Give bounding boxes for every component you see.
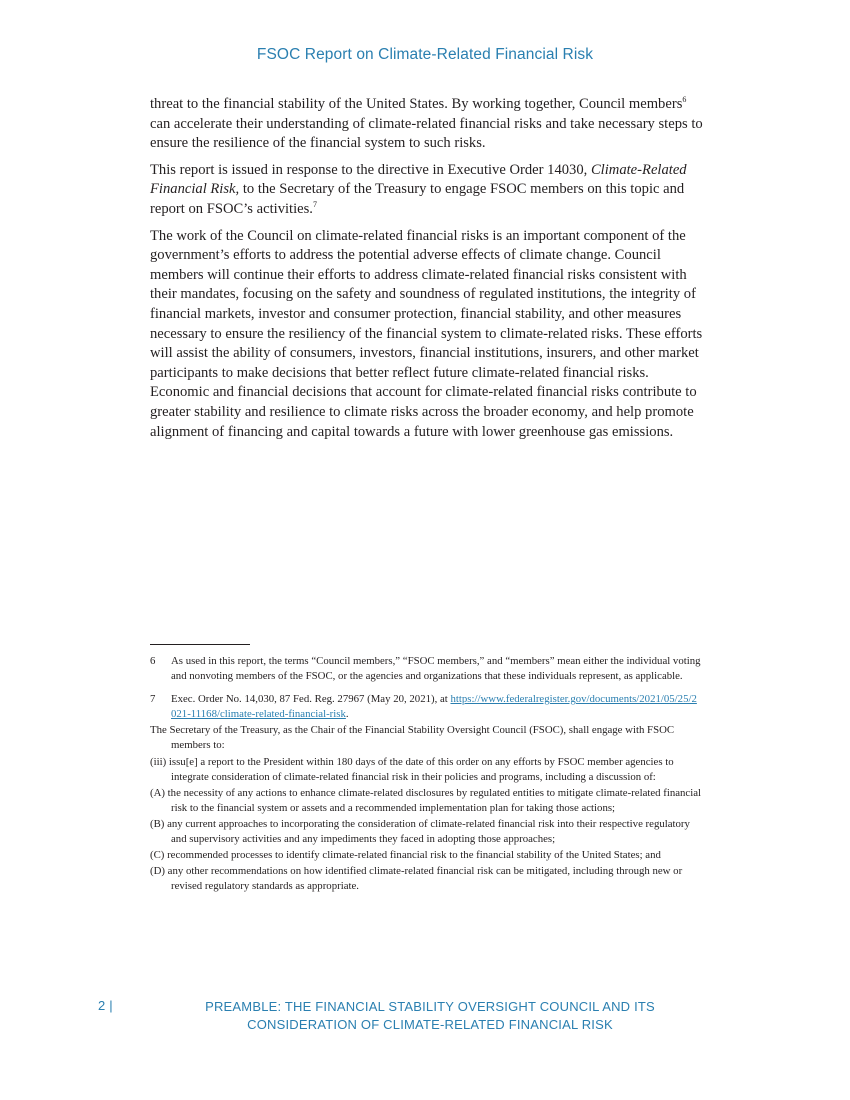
quote-item-a: (A) the necessity of any actions to enhance climate-related disclosures by regulated entities to mitigate climate-related financial risk to the financial system or assets and a recommended implementation plan for taking those actions; <box>150 786 702 814</box>
quote-item-c: (C) recommended processes to identify climate-related financial risk to the financial stability of the United States; and <box>150 849 661 862</box>
footer-section-title <box>180 998 680 1033</box>
footnote-7-punctuation: . <box>345 708 349 721</box>
executive-order-quote <box>150 723 702 894</box>
paragraph-1-text: threat to the financial stability of the United States. By working together, Council members <box>150 96 683 112</box>
quote-item-b: (B) any current approaches to incorporating the consideration of climate-related financial risk into their respective regulatory and supervisory activities and any impediments they faced in adopting those approaches; <box>150 817 690 846</box>
quote-item-d: (D) any other recommendations on how identified climate-related financial risk can be mitigated, including through new or revised regulatory standards as appropriate. <box>150 865 683 893</box>
quote-item-iii: (iii) issu[e] a report to the President within 180 days of the date of this order on any efforts by FSOC member agencies to integrate consideration of climate-related financial risk in their policies and programs, including a discussion of: <box>150 755 674 783</box>
footnotes <box>150 654 702 895</box>
quote-intro: The Secretary of the Treasury, as the Chair of the Financial Stability Oversight Council (FSOC), shall engage with FSOC members to: <box>150 724 675 752</box>
footnote-number: 6 <box>150 655 156 667</box>
footnote-number: 7 <box>150 693 156 706</box>
paragraph-3: The work of the Council on climate-related financial risks is an important component of the government’s efforts to address the potential adverse effects of climate change. Council members will continue their efforts to address climate-related financial risks consistent with their mandates, focusing on the safety and soundness of regulated institutions, the integrity of financial markets, investor and consumer protection, financial stability, and other measures necessary to ensure the resiliency of the financial system to climate-related risks. These efforts will assist the ability of consumers, investors, financial institutions, insurers, and other market participants to make decisions that better reflect future climate-related financial risks. Economic and financial decisions that account for climate-related financial risks contribute to greater stability and resilience to climate risks across the broader economy, and help promote alignment of financing and capital towards a future with lower greenhouse gas emissions. <box>150 227 703 440</box>
footnote-6 <box>150 654 702 684</box>
footnote-ref-6: 6 <box>682 95 687 105</box>
footer-title-line-2: CONSIDERATION OF CLIMATE-RELATED FINANCIAL RISK <box>247 1016 613 1032</box>
federal-register-link[interactable]: https://www.federalregister.gov/documents/2021/05/25/2021-11168/climate-related-financial-risk <box>171 693 697 721</box>
footnote-7-text: Exec. Order No. 14,030, 87 Fed. Reg. 27967 (May 20, 2021), at <box>171 693 451 706</box>
body-text <box>150 95 705 449</box>
footnote-text <box>171 692 702 722</box>
footer-title-line-1: PREAMBLE: THE FINANCIAL STABILITY OVERSIGHT COUNCIL AND ITS <box>205 999 655 1014</box>
footnote-divider <box>150 644 250 645</box>
page-footer <box>0 996 850 1036</box>
footnote-7 <box>150 692 702 722</box>
paragraph-2-text-after: to the Secretary of the Treasury to engage FSOC members on this topic and report on FSOC’s activities. <box>150 181 685 217</box>
executive-order-title: Climate-Related Financial Risk, <box>150 161 687 198</box>
footnote-text: As used in this report, the terms “Council members,” “FSOC members,” and “members” mean either the individual voting and nonvoting members of the FSOC, or the agencies and organizations that these individuals represent, as applicable. <box>171 655 701 683</box>
paragraph-1 <box>150 95 705 154</box>
running-header: FSOC Report on Climate-Related Financial Risk <box>256 46 594 63</box>
footnote-ref-7: 7 <box>312 200 317 210</box>
page-number: 2 | <box>98 998 113 1013</box>
paragraph-2 <box>150 161 705 220</box>
paragraph-2-text: This report is issued in response to the directive in Executive Order 14030, <box>150 161 591 178</box>
paragraph-1-text-after: can accelerate their understanding of climate-related financial risks and take necessary steps to ensure the resilience of the financial system to such risks. <box>150 115 703 152</box>
